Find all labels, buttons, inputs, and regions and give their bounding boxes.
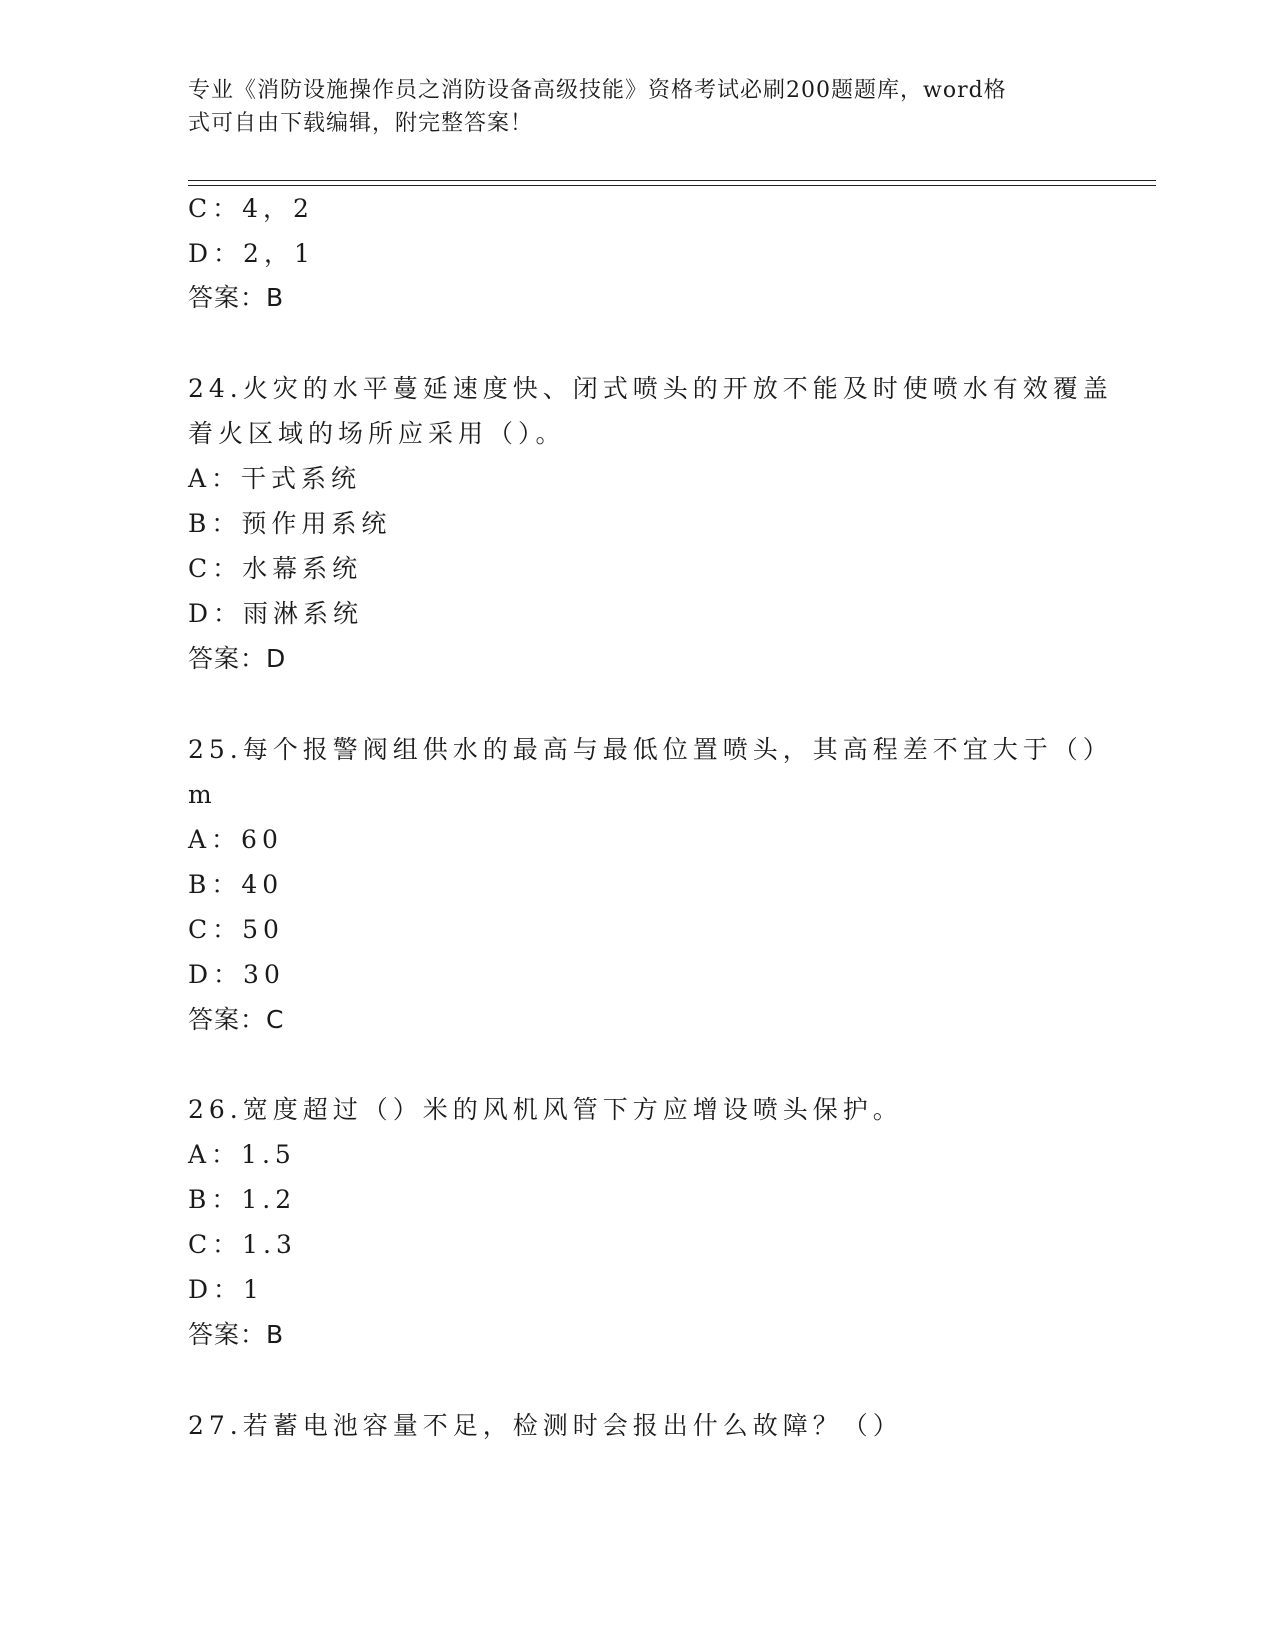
q24-stem-line-2: 着火区域的场所应采用（）。 <box>188 419 566 448</box>
header-divider-bottom <box>188 185 1156 186</box>
header-line-1: 专业《消防设施操作员之消防设备高级技能》资格考试必刷200题题库，word格 <box>188 78 1007 103</box>
q25-option-c: C：50 <box>188 915 284 944</box>
q24-stem-line-1: 24.火灾的水平蔓延速度快、闭式喷头的开放不能及时使喷水有效覆盖 <box>188 374 1113 403</box>
q26-option-b: B：1.2 <box>188 1185 297 1214</box>
header-line-2: 式可自由下载编辑，附完整答案！ <box>188 111 534 136</box>
q24-option-b: B：预作用系统 <box>188 509 392 538</box>
q26-option-a: A：1.5 <box>188 1140 296 1169</box>
q25-answer: 答案：C <box>188 1005 285 1034</box>
q26-option-d: D：1 <box>188 1275 264 1304</box>
document-header <box>188 74 1088 140</box>
header-divider-top <box>188 180 1156 181</box>
q26-option-c: C：1.3 <box>188 1230 297 1259</box>
q25-option-a: A：60 <box>188 825 283 854</box>
q24-option-a: A：干式系统 <box>188 464 362 493</box>
prev-answer: 答案：B <box>188 283 285 312</box>
q24-option-c: C：水幕系统 <box>188 554 363 583</box>
q24-option-d: D：雨淋系统 <box>188 599 364 628</box>
q24-answer: 答案：D <box>188 644 287 673</box>
q27-stem-line-1: 27.若蓄电池容量不足，检测时会报出什么故障？（） <box>188 1411 903 1440</box>
prev-option-c: C：4，2 <box>188 194 314 223</box>
q26-answer: 答案：B <box>188 1320 285 1349</box>
q26-stem-line-1: 26.宽度超过（）米的风机风管下方应增设喷头保护。 <box>188 1095 903 1124</box>
q25-option-d: D：30 <box>188 960 285 989</box>
prev-option-d: D：2，1 <box>188 239 315 268</box>
q25-stem-line-2: m <box>188 780 217 809</box>
q25-stem-line-1: 25.每个报警阀组供水的最高与最低位置喷头，其高程差不宜大于（） <box>188 735 1113 764</box>
q25-option-b: B：40 <box>188 870 284 899</box>
